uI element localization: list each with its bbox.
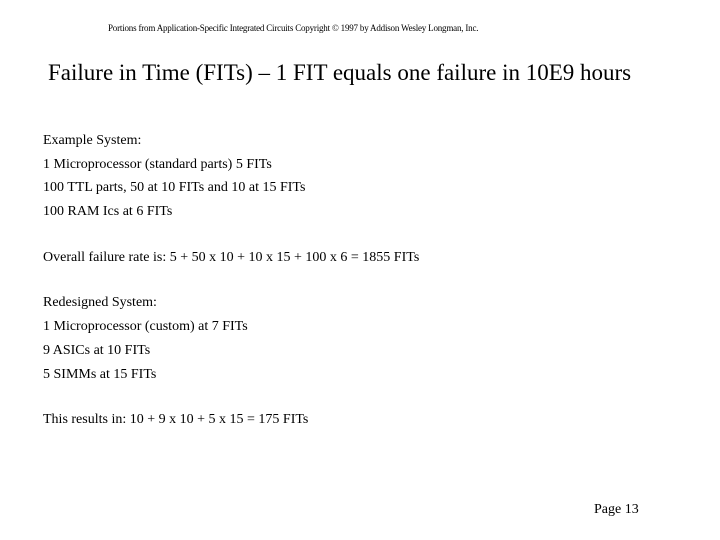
spacer: [43, 386, 419, 408]
overall-failure-rate: Overall failure rate is: 5 + 50 x 10 + 10 x 15 + 100 x 6 = 1855 FITs: [43, 249, 420, 265]
redesigned-line: 9 ASICs at 10 FITs: [43, 342, 151, 358]
example-line: 100 TTL parts, 50 at 10 FITs and 10 at 15 FITs: [43, 180, 306, 196]
slide-body: [43, 129, 419, 432]
page-number: Page 13: [594, 502, 639, 517]
slide-title: Failure in Time (FITs) – 1 FIT equals one failure in 10E9 hours: [48, 60, 632, 85]
spacer: [43, 269, 419, 291]
result-line: This results in: 10 + 9 x 10 + 5 x 15 = 175 FITs: [43, 412, 309, 428]
redesigned-line: 5 SIMMs at 15 FITs: [43, 366, 157, 382]
example-line: 1 Microprocessor (standard parts) 5 FITs: [43, 156, 272, 172]
example-line: 100 RAM Ics at 6 FITs: [43, 204, 173, 220]
spacer: [43, 224, 419, 246]
example-heading: Example System:: [43, 133, 142, 148]
redesigned-line: 1 Microprocessor (custom) at 7 FITs: [43, 319, 248, 335]
redesigned-heading: Redesigned System:: [43, 295, 157, 311]
copyright-notice: Portions from Application-Specific Integrated Circuits Copyright © 1997 by Addison Wesley Longman, Inc.: [108, 23, 479, 33]
